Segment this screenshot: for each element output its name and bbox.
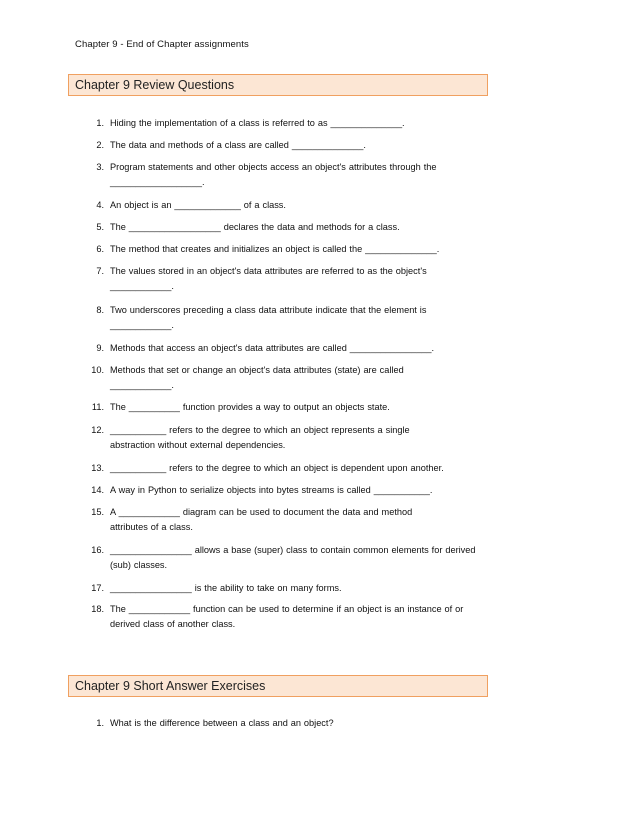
question-text: The __________ function provides a way to output an objects state. [110, 402, 390, 412]
list-item [90, 602, 490, 632]
question-text: A ____________ diagram can be used to document the data and method attributes of a class. [110, 507, 413, 532]
list-item [90, 198, 490, 213]
list-item [90, 220, 490, 235]
list-item [90, 116, 490, 131]
question-number: 10. [91, 365, 104, 375]
question-number: 11. [91, 402, 104, 412]
question-text: ___________ refers to the degree to which an object is dependent upon another. [110, 463, 444, 473]
list-item [90, 483, 490, 498]
list-item [90, 505, 490, 535]
question-number: 16. [91, 545, 104, 555]
question-number: 1. [96, 118, 104, 128]
question-number: 7. [96, 266, 104, 276]
question-text: The data and methods of a class are called ______________. [110, 140, 366, 150]
question-number: 5. [96, 222, 104, 232]
review-questions-heading: Chapter 9 Review Questions [68, 74, 488, 96]
list-item [90, 138, 490, 153]
list-item [90, 461, 490, 476]
question-text: Methods that access an object's data attributes are called ________________. [110, 343, 435, 353]
page-header: Chapter 9 - End of Chapter assignments [75, 39, 249, 50]
question-number: 1. [96, 718, 104, 728]
question-number: 12. [91, 425, 104, 435]
question-text: Hiding the implementation of a class is referred to as ______________. [110, 118, 405, 128]
question-text: The ____________ function can be used to determine if an object is an instance of or derived class of another class. [110, 604, 464, 629]
question-text: ___________ refers to the degree to which an object represents a single abstraction without external dependencies. [110, 425, 410, 450]
list-item [90, 160, 490, 190]
question-number: 18. [91, 604, 104, 614]
question-text: ________________ allows a base (super) class to contain common elements for derived (sub) classes. [110, 545, 476, 570]
question-text: An object is an _____________ of a class. [110, 200, 286, 210]
question-text: ________________ is the ability to take on many forms. [110, 583, 342, 593]
question-text: The __________________ declares the data and methods for a class. [110, 222, 400, 232]
question-number: 17. [91, 583, 104, 593]
question-number: 6. [96, 244, 104, 254]
question-text: The values stored in an object's data attributes are referred to as the object's ____________. [110, 266, 427, 291]
list-item [90, 400, 490, 415]
question-number: 2. [96, 140, 104, 150]
question-number: 9. [96, 343, 104, 353]
question-number: 8. [96, 305, 104, 315]
question-number: 14. [91, 485, 104, 495]
question-text: What is the difference between a class and an object? [110, 718, 334, 728]
question-text: Methods that set or change an object's data attributes (state) are called ____________. [110, 365, 404, 390]
question-text: A way in Python to serialize objects into bytes streams is called ___________. [110, 485, 433, 495]
list-item [90, 363, 490, 393]
list-item [90, 264, 490, 294]
list-item [90, 716, 490, 731]
question-text: Two underscores preceding a class data attribute indicate that the element is ____________. [110, 305, 427, 330]
list-item [90, 423, 490, 453]
short-answer-heading: Chapter 9 Short Answer Exercises [68, 675, 488, 697]
list-item [90, 303, 490, 333]
list-item [90, 341, 490, 356]
question-number: 15. [91, 507, 104, 517]
question-text: The method that creates and initializes an object is called the ______________. [110, 244, 440, 254]
list-item [90, 543, 490, 573]
question-number: 3. [96, 162, 104, 172]
list-item [90, 581, 490, 596]
question-text: Program statements and other objects access an object's attributes through the __________________. [110, 162, 437, 187]
question-number: 13. [91, 463, 104, 473]
list-item [90, 242, 490, 257]
question-number: 4. [96, 200, 104, 210]
